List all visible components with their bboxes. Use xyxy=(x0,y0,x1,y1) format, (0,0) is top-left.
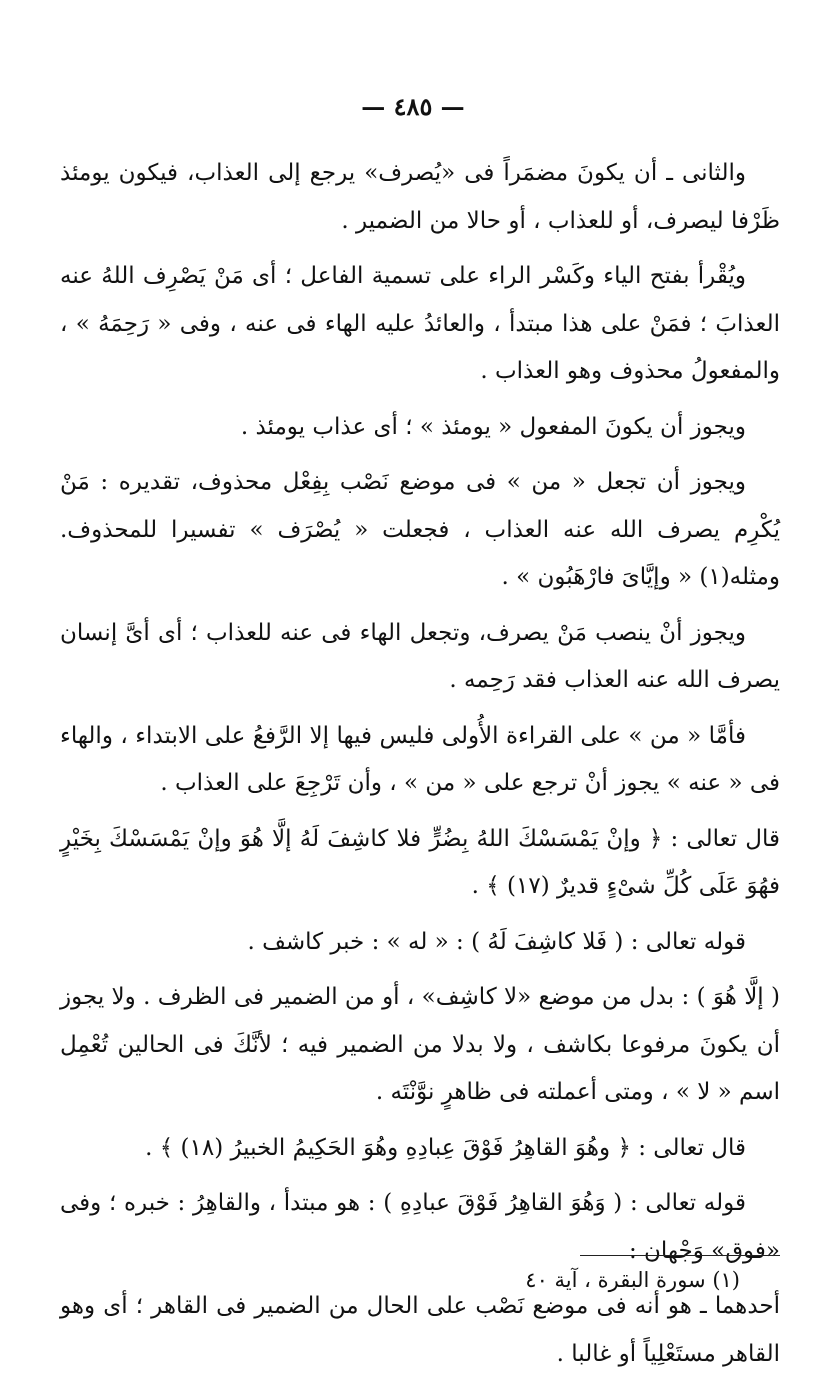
paragraph-illa-huwa: ( إلَّا هُوَ ) : بدل من موضع «لا كاشِف» ، أو من الضمير فى الظرف . ولا يجوز أن يكونَ مرفوعا بكاشف ، ولا بدلا من الضمير فيه ؛ لأنَّكَ فى الحالين تُعْمِل اسم « لا » ، ومتى أعملته فى ظاهرٍ نوَّنْتَه . xyxy=(60,984,780,1105)
footnote: (١) سورة البقرة ، آية ٤٠ xyxy=(525,1268,740,1292)
paragraph-first-reading: فأمَّا « من » على القراءة الأُولى فليس فيها إلا الرَّفعُ على الابتداء ، والهاء فى « عنه » يجوز أنْ ترجع على « من » ، وأن تَرْجِعَ على العذاب . xyxy=(60,722,780,796)
paragraph-la-kashif: قوله تعالى : ( فَلا كاشِفَ لَهُ ) : « له » : خبر كاشف . xyxy=(247,928,746,955)
quran-verse-18: قال تعالى : ﴿ وهُوَ القاهِرُ فَوْقَ عِبادِهِ وهُوَ الحَكِيمُ الخبيرُ (١٨) ﴾ . xyxy=(145,1134,746,1161)
paragraph-man-accusative: ويجوز أن تجعل « من » فى موضع نَصْب بِفِعْل محذوف، تقديره : مَنْ يُكْرِم يصرف الله عنه العذاب ، فجعلت « يُصْرَف » تفسيرا للمحذوف. ومثله(١) « وإيَّاىَ فارْهَبُون » . xyxy=(60,469,780,590)
paragraph-man-object: ويجوز أنْ ينصب مَنْ يصرف، وتجعل الهاء فى عنه للعذاب ؛ أى أىَّ إنسان يصرف الله عنه العذاب فقد رَحِمه . xyxy=(60,619,780,693)
paragraph-object-yawmaidhin: ويجوز أن يكونَ المفعول « يومئذ » ؛ أى عذاب يومئذ . xyxy=(240,413,746,440)
paragraph-first-aspect: أحدهما ـ هو أنه فى موضع نَصْب على الحال من الضمير فى القاهر ؛ أى وهو القاهر مستَعْلِياً أو غالبا . xyxy=(60,1293,780,1367)
paragraph-reading-active: ويُقْرأ بفتح الياء وكَسْر الراء على تسمية الفاعل ؛ أى مَنْ يَصْرِف اللهُ عنه العذابَ ؛ فمَنْ على هذا مبتدأ ، والعائدُ عليه الهاء فى عنه ، وفى « رَحِمَهُ » ، والمفعولُ محذوف وهو العذاب . xyxy=(60,263,780,384)
quran-verse-17: قال تعالى : ﴿ وإنْ يَمْسَسْكَ اللهُ بِضُرٍّ فلا كاشِفَ لَهُ إلَّا هُوَ وإنْ يَمْسَسْكَ بِخَيْرٍ فهُوَ عَلَى كُلِّ شىْءٍ قديرٌ (١٧) ﴾ . xyxy=(60,825,780,899)
paragraph-al-qahir: قوله تعالى : ( وَهُوَ القاهِرُ فَوْقَ عبادِهِ ) : هو مبتدأ ، والقاهِرُ : خبره ؛ وفى «فوق» وَجْهان : xyxy=(60,1190,780,1264)
page-number: — ٤٨٥ — xyxy=(361,92,465,121)
paragraph-second-view: والثانى ـ أن يكونَ مضمَراً فى «يُصرف» يرجع إلى العذاب، فيكون يومئذ ظَرْفا ليصرف، أو للعذاب ، أو حالا من الضمير . xyxy=(60,160,780,234)
body-text xyxy=(60,150,780,1386)
footnote-divider xyxy=(580,1255,780,1256)
